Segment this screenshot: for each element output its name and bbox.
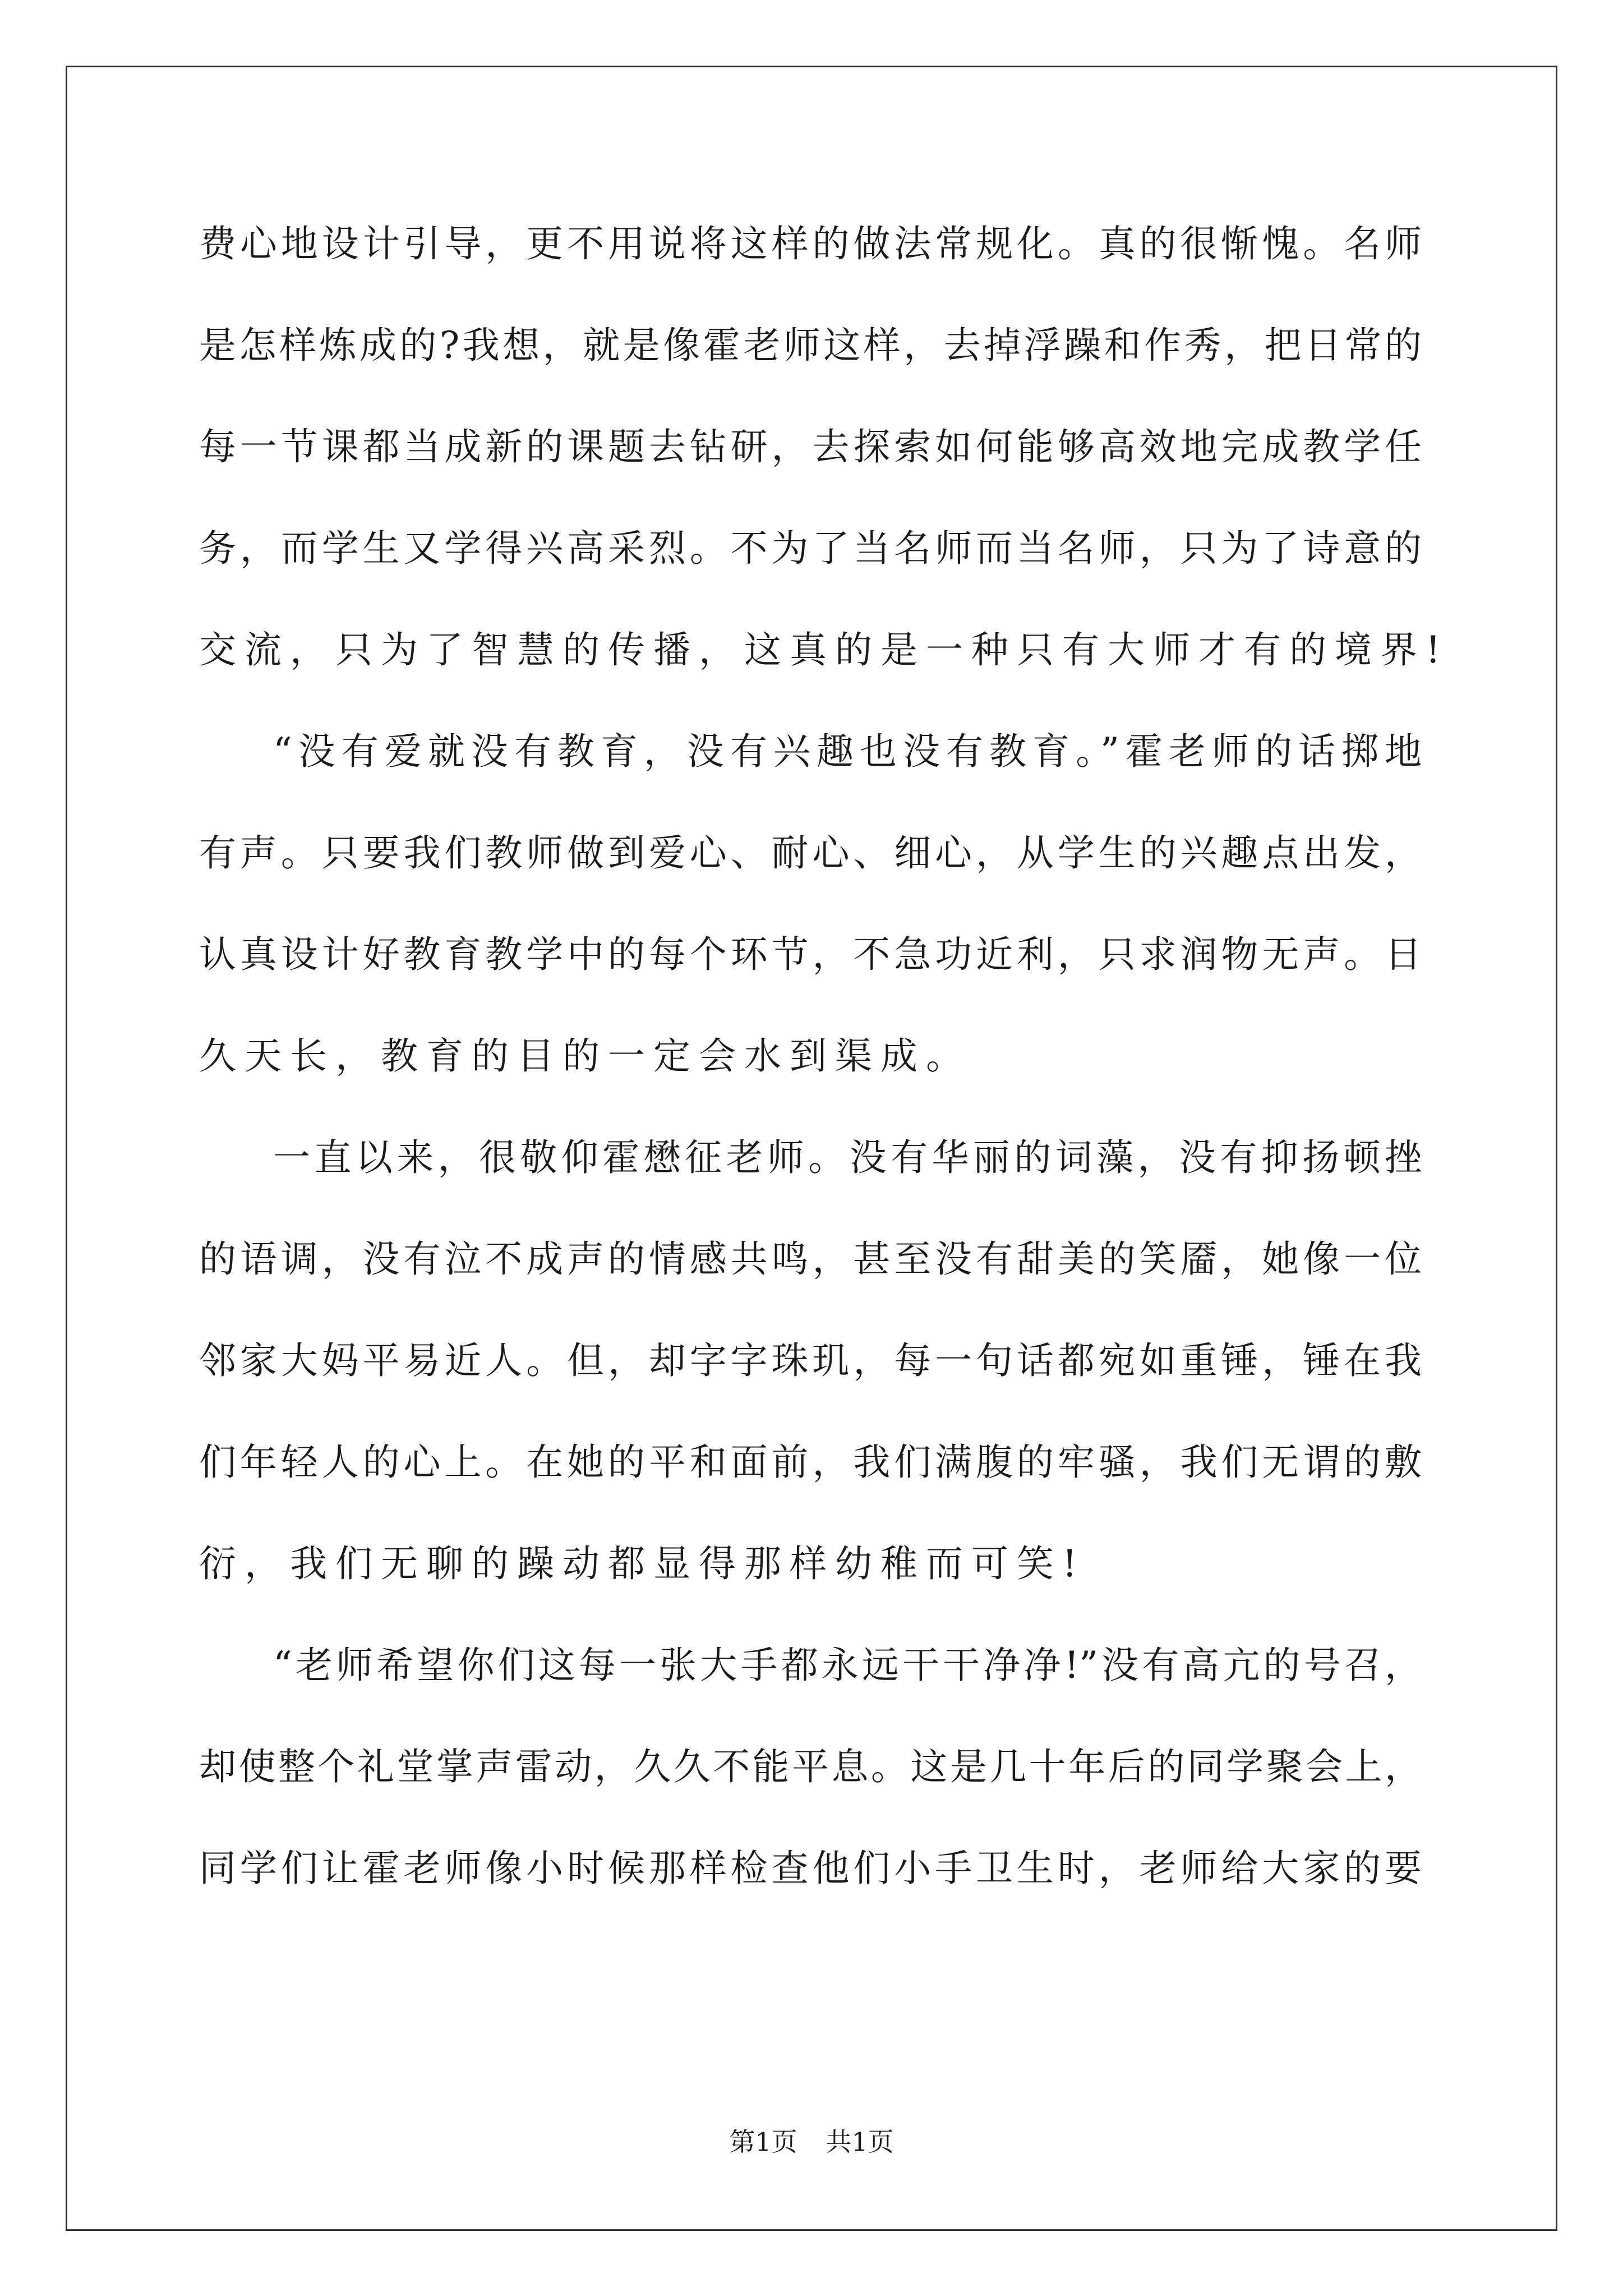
text-line: 有声。只要我们教师做到爱心、耐心、细心，从学生的兴趣点出发， <box>199 831 1422 875</box>
text-line: 久天长，教育的目的一定会水到渠成。 <box>199 1034 971 1078</box>
text-line: “没有爱就没有教育，没有兴趣也没有教育。”霍老师的话掷地 <box>273 730 1422 773</box>
text-line: 每一节课都当成新的课题去钻研，去探索如何能够高效地完成教学任 <box>199 425 1422 468</box>
text-line: 务，而学生又学得兴高采烈。不为了当名师而当名师，只为了诗意的 <box>199 527 1422 570</box>
text-line: 衍，我们无聊的躁动都显得那样幼稚而可笑! <box>199 1542 1086 1585</box>
text-line: 一直以来，很敬仰霍懋征老师。没有华丽的词藻，没有抑扬顿挫 <box>273 1136 1422 1179</box>
page-total: 共1页 <box>826 2127 894 2157</box>
page-number: 第1页 <box>729 2127 797 2157</box>
text-line: 却使整个礼堂掌声雷动，久久不能平息。这是几十年后的同学聚会上， <box>199 1745 1422 1788</box>
text-line: 是怎样炼成的?我想，就是像霍老师这样，去掉浮躁和作秀，把日常的 <box>199 324 1422 367</box>
text-line: 邻家大妈平易近人。但，却字字珠玑，每一句话都宛如重锤，锤在我 <box>199 1339 1422 1382</box>
text-line: 们年轻人的心上。在她的平和面前，我们满腹的牢骚，我们无谓的敷 <box>199 1441 1422 1484</box>
text-line: 同学们让霍老师像小时候那样检查他们小手卫生时，老师给大家的要 <box>199 1847 1422 1890</box>
text-line: 认真设计好教育教学中的每个环节，不急功近利，只求润物无声。日 <box>199 933 1422 976</box>
text-line: 的语调，没有泣不成声的情感共鸣，甚至没有甜美的笑靥，她像一位 <box>199 1237 1422 1281</box>
text-line: 交流，只为了智慧的传播，这真的是一种只有大师才有的境界! <box>199 628 1449 671</box>
document-body <box>199 216 1449 1942</box>
text-line: “老师希望你们这每一张大手都永远干干净净!”没有高亢的号召， <box>273 1644 1422 1687</box>
text-line: 费心地设计引导，更不用说将这样的做法常规化。真的很惭愧。名师 <box>199 222 1422 265</box>
page-footer <box>0 2125 1623 2159</box>
